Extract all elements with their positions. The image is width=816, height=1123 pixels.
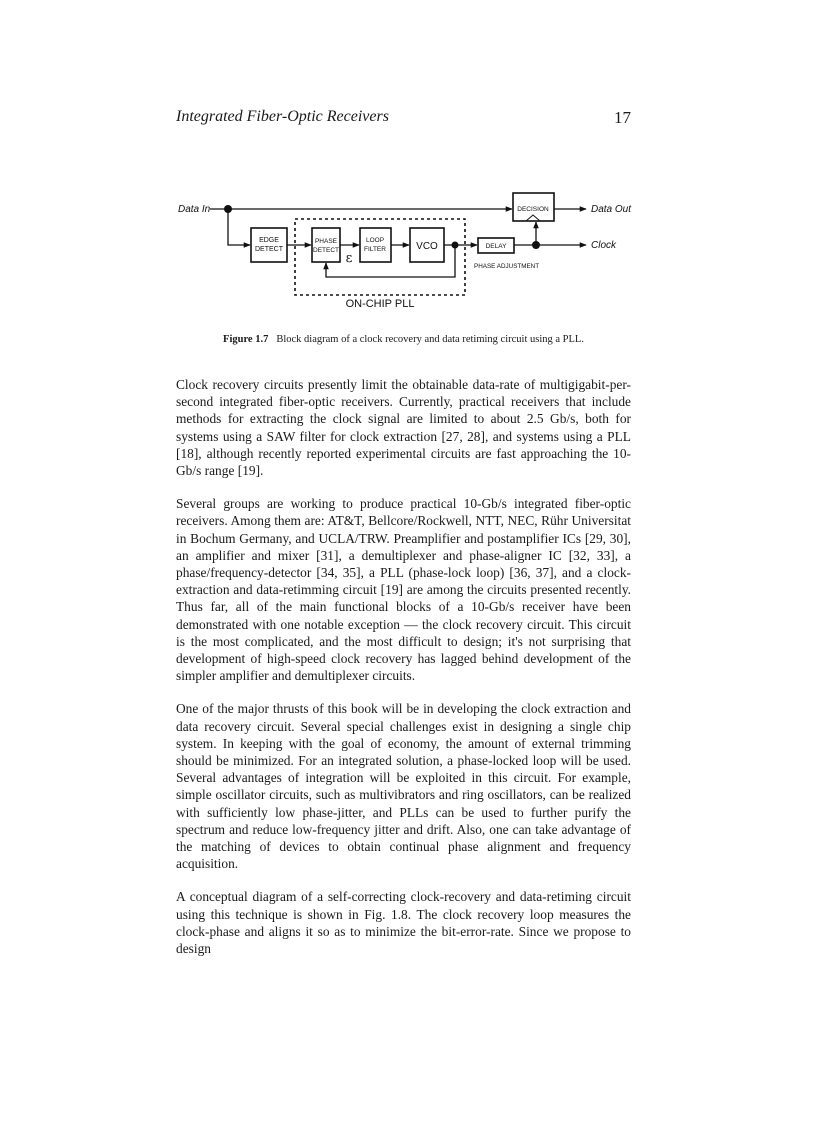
data-out-label: Data Out xyxy=(591,204,632,215)
clock-label: Clock xyxy=(591,240,617,251)
edge-branch-wire xyxy=(228,209,250,245)
caption-text: Block diagram of a clock recovery and data retiming circuit using a PLL. xyxy=(276,334,584,345)
loop-filter-block xyxy=(360,228,391,262)
phase-detect-label-1: PHASE xyxy=(314,238,338,245)
edge-detect-block xyxy=(251,228,287,262)
edge-detect-label-2: DETECT xyxy=(255,246,283,253)
paragraph: Clock recovery circuits presently limit the obtainable data-rate of multigigabit-per-second integrated fiber-optic receivers. Currently, practical receivers that include methods for extracting the clock signal are limited to about 2.5 Gb/s, both for systems using a SAW filter for clock extraction [27, 28], and systems using a PLL [18], although recently reported experimental circuits are fast approaching the 10-Gb/s range [19]. xyxy=(176,377,631,479)
page-number: 17 xyxy=(614,108,631,127)
block-diagram xyxy=(160,180,640,320)
loop-filter-label-1: LOOP xyxy=(365,237,385,244)
running-title: Integrated Fiber-Optic Receivers xyxy=(176,108,389,125)
loop-filter-label-2: FILTER xyxy=(364,246,386,253)
epsilon-label: ε xyxy=(345,251,353,266)
data-in-label: Data In xyxy=(178,204,211,215)
running-head xyxy=(176,108,631,130)
delay-label: DELAY xyxy=(485,243,507,250)
decision-label: DECISION xyxy=(517,206,549,213)
caption-label: Figure 1.7 xyxy=(223,334,269,345)
phase-detect-block xyxy=(312,228,340,262)
phase-adjustment-label: PHASE ADJUSTMENT xyxy=(474,263,540,270)
vco-label: VCO xyxy=(416,241,438,252)
phase-detect-label-2: DETECT xyxy=(313,247,339,254)
paragraph: One of the major thrusts of this book will be in developing the clock extraction and data recovery circuit. Several special challenges exist in designing a single chip system. In keeping with the goal of economy, the amount of external trimming should be minimized. For an integrated solution, a phase-locked loop will be used. Several advantages of integration will be exploited in this circuit. For example, simple oscillator circuits, such as multivibrators and ring oscillators, can be realized with sufficiently low phase-jitter, and PLLs can be used to further purify the spectrum and reduce low-frequency jitter and drift. Also, one can take advantage of the matching of devices to obtain continual phase alignment and frequency acquisition. xyxy=(176,701,631,872)
body-text xyxy=(176,376,631,973)
on-chip-pll-label: ON-CHIP PLL xyxy=(345,298,415,310)
paragraph: Several groups are working to produce practical 10-Gb/s integrated fiber-optic receivers. Among them are: AT&T, Bellcore/Rockwell, NTT, NEC, Rühr Universitat in Bochum Germany, and UCLA/TRW. Preamplifier and postamplifier ICs [29, 30], an amplifier and mixer [31], a demultiplexer and phase-aligner IC [32, 33], a phase/frequency-detector [34, 35], a PLL (phase-lock loop) [36, 37], and a clock-extraction and data-retimming circuit [19] are among the circuits presented recently. Thus far, all of the main functional blocks of a 10-Gb/s receiver have been demonstrated with one notable exception — the clock recovery circuit. This circuit is the most complicated, and the most difficult to design; it's not surprising that development of high-speed clock recovery has lagged behind development of the simpler amplifier and demultiplexer circuits. xyxy=(176,496,631,684)
paragraph: A conceptual diagram of a self-correcting clock-recovery and data-retiming circuit using this technique is shown in Fig. 1.8. The clock recovery loop measures the clock-phase and aligns it so as to minimize the bit-error-rate. Since we propose to design xyxy=(176,889,631,957)
block-diagram-figure xyxy=(160,180,640,320)
figure-caption xyxy=(176,334,631,345)
edge-detect-label-1: EDGE xyxy=(259,237,279,244)
